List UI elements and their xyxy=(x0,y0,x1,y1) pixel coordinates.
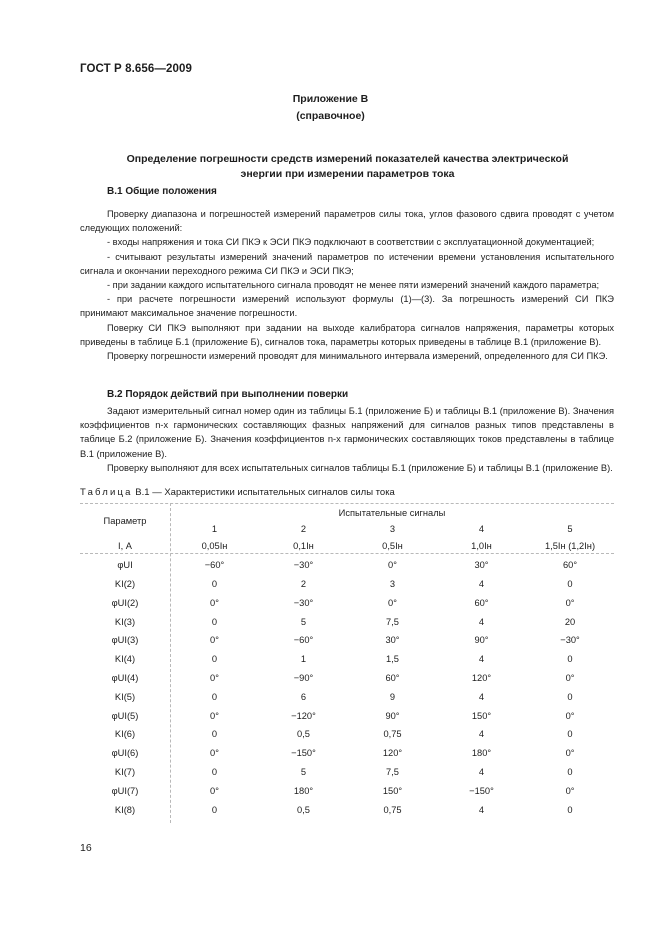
value-cell: 0,5Iн xyxy=(382,541,403,552)
value-cell: 180° xyxy=(471,748,492,759)
value-cell: 2 xyxy=(300,578,307,589)
value-cell: 0° xyxy=(210,672,219,683)
value-cell: 0° xyxy=(210,785,219,796)
value-cell: 0 xyxy=(567,729,573,740)
section-2-heading: В.2 Порядок действий при выполнении поверки xyxy=(107,389,349,400)
value-cell: 0 xyxy=(211,804,218,815)
section-2-body xyxy=(80,404,614,475)
value-cell: 0 xyxy=(567,654,573,665)
annex-subtitle: (справочное) xyxy=(296,110,365,122)
value-cell: −150° xyxy=(469,785,494,796)
value-cell: 4 xyxy=(478,616,485,627)
paragraph: - входы напряжения и тока СИ ПКЭ к ЭСИ ПКЭ подключают в соответствии с эксплуатационной документацией; xyxy=(107,237,595,248)
value-cell: 0 xyxy=(211,654,218,665)
value-cell: 0° xyxy=(565,672,575,683)
signals-column-header: Испытательные сигналы xyxy=(338,508,446,518)
value-cell: −150° xyxy=(291,748,316,759)
value-cell: 6 xyxy=(300,691,307,702)
value-cell: 4 xyxy=(478,691,485,702)
value-cell: 0 xyxy=(211,616,218,627)
table-row xyxy=(80,781,614,800)
table-caption-text: В.1 — Характеристики испытательных сигналов силы тока xyxy=(132,487,395,498)
param-cell: I, А xyxy=(118,541,132,552)
value-cell: 0,5 xyxy=(297,804,310,815)
table-row xyxy=(80,706,614,725)
table-row xyxy=(80,650,614,669)
annex-title: Приложение В xyxy=(292,93,369,105)
value-cell: 0° xyxy=(388,597,397,608)
value-cell: 0 xyxy=(211,729,218,740)
test-signals-table xyxy=(80,505,614,819)
param-cell: φUI(7) xyxy=(111,785,139,796)
value-cell: 7,5 xyxy=(386,766,399,777)
param-cell: φUI(5) xyxy=(111,710,139,721)
value-cell: 4 xyxy=(478,804,485,815)
value-cell: 90° xyxy=(474,635,489,646)
value-cell: 4 xyxy=(478,729,485,740)
signal-number: 4 xyxy=(478,524,485,534)
value-cell: 0 xyxy=(211,578,218,589)
param-cell: φUI(3) xyxy=(111,635,139,646)
value-cell: 30° xyxy=(385,635,400,646)
section-1-heading: В.1 Общие положения xyxy=(107,186,217,197)
value-cell: 5 xyxy=(300,616,307,627)
value-cell: −60° xyxy=(204,560,225,571)
value-cell: 4 xyxy=(478,578,485,589)
param-cell: KI(5) xyxy=(114,691,136,702)
table-row xyxy=(80,725,614,744)
value-cell: −120° xyxy=(291,710,316,721)
signal-number: 5 xyxy=(567,524,573,534)
value-cell: 0° xyxy=(565,597,575,608)
value-cell: 4 xyxy=(478,766,485,777)
table-row xyxy=(80,537,614,556)
document-title: Определение погрешности средств измерений показателей качества электрической энергии при измерении параметров тока xyxy=(126,153,569,180)
value-cell: 5 xyxy=(300,766,307,777)
paragraph: Проверку диапазона и погрешностей измерений параметров силы тока, углов фазового сдвига проводят с учетом следующих положений: xyxy=(80,209,614,234)
section-1-body xyxy=(80,207,614,363)
param-cell: φUI(6) xyxy=(111,748,139,759)
param-cell: φUI(4) xyxy=(111,672,139,683)
value-cell: 0° xyxy=(210,710,219,721)
value-cell: 0° xyxy=(210,597,219,608)
param-column-header: Параметр xyxy=(103,516,147,526)
table-caption xyxy=(80,487,395,498)
value-cell: −90° xyxy=(293,672,314,683)
param-cell: KI(8) xyxy=(114,804,136,815)
param-cell: KI(4) xyxy=(114,654,136,665)
value-cell: 1 xyxy=(300,654,307,665)
value-cell: 3 xyxy=(389,578,396,589)
table-body xyxy=(80,537,614,819)
standard-header: ГОСТ Р 8.656—2009 xyxy=(80,63,192,75)
value-cell: 0° xyxy=(565,748,575,759)
value-cell: 4 xyxy=(478,654,485,665)
value-cell: 9 xyxy=(389,691,396,702)
paragraph: Задают измерительный сигнал номер один из таблицы Б.1 (приложение Б) и таблицы В.1 (приложение В). Значения коэффициентов n-x гармонических составляющих фазных напряжений для сигналов разных типов представлены в таблице Б.2 (приложение Б). Значения коэффициентов n-x гармонических составляющих токов представлены в таблице В.1 (приложение В). xyxy=(80,406,614,459)
paragraph: Поверку СИ ПКЭ выполняют при задании на выходе калибратора сигналов напряжения, параметры которых приведены в таблице Б.1 (приложение Б), сигналов тока, параметры которых приведены в таблице В.1 (приложение В). xyxy=(80,322,614,347)
param-cell: KI(6) xyxy=(114,729,136,740)
value-cell: 30° xyxy=(474,560,489,571)
value-cell: 1,5Iн (1,2Iн) xyxy=(544,541,596,552)
param-cell: KI(2) xyxy=(114,578,136,589)
table-row xyxy=(80,763,614,782)
value-cell: 20 xyxy=(564,616,576,627)
value-cell: 0° xyxy=(565,785,575,796)
value-cell: 180° xyxy=(293,785,314,796)
value-cell: 120° xyxy=(382,748,403,759)
value-cell: 120° xyxy=(471,672,492,683)
value-cell: 0,05Iн xyxy=(201,541,228,552)
value-cell: 0,5 xyxy=(297,729,310,740)
table-row xyxy=(80,687,614,706)
table-row xyxy=(80,556,614,575)
value-cell: 0 xyxy=(567,804,573,815)
value-cell: 0° xyxy=(210,635,219,646)
value-cell: 0,75 xyxy=(383,729,402,740)
value-cell: 90° xyxy=(385,710,400,721)
value-cell: 150° xyxy=(471,710,492,721)
value-cell: 0 xyxy=(567,691,573,702)
value-cell: −30° xyxy=(560,635,580,646)
param-cell: φUI xyxy=(117,560,133,571)
value-cell: 0° xyxy=(565,710,575,721)
signal-number: 2 xyxy=(300,524,307,534)
value-cell: 0 xyxy=(211,691,218,702)
param-cell: KI(7) xyxy=(114,766,136,777)
value-cell: 7,5 xyxy=(386,616,399,627)
value-cell: 0 xyxy=(567,578,573,589)
value-cell: 0 xyxy=(211,766,218,777)
value-cell: 60° xyxy=(562,560,578,571)
value-cell: 1,5 xyxy=(386,654,399,665)
paragraph: - считывают результаты измерений значений параметров по истечении времени установления испытательного сигнала и окончании переходного режима СИ ПКЭ и ЭСИ ПКЭ; xyxy=(80,251,614,276)
paragraph: Проверку погрешности измерений проводят для минимального интервала измерений, определенного для СИ ПКЭ. xyxy=(107,351,608,362)
table-row xyxy=(80,669,614,688)
value-cell: 0° xyxy=(210,748,219,759)
table-top-rule xyxy=(80,503,614,504)
paragraph: - при задании каждого испытательного сигнала проводят не менее пяти измерений значений каждого параметра; xyxy=(107,280,600,291)
value-cell: 0° xyxy=(388,560,397,571)
paragraph: - при расчете погрешности измерений используют формулы (1)—(3). За погрешность измерений СИ ПКЭ принимают максимальное значение погрешности. xyxy=(80,294,614,319)
signal-number: 3 xyxy=(389,524,396,534)
table-row xyxy=(80,800,614,819)
table-row xyxy=(80,612,614,631)
value-cell: −30° xyxy=(293,560,314,571)
value-cell: −30° xyxy=(293,597,314,608)
table-row xyxy=(80,744,614,763)
param-cell: KI(3) xyxy=(114,616,136,627)
table-row xyxy=(80,631,614,650)
value-cell: 1,0Iн xyxy=(471,541,492,552)
value-cell: 0,75 xyxy=(383,804,402,815)
signal-number: 1 xyxy=(211,524,218,534)
value-cell: −60° xyxy=(293,635,314,646)
page-number: 16 xyxy=(80,842,92,854)
table-row xyxy=(80,593,614,612)
value-cell: 60° xyxy=(385,672,400,683)
value-cell: 150° xyxy=(382,785,403,796)
value-cell: 0,1Iн xyxy=(293,541,314,552)
param-cell: φUI(2) xyxy=(111,597,139,608)
value-cell: 60° xyxy=(474,597,489,608)
value-cell: 0 xyxy=(567,766,573,777)
table-row xyxy=(80,575,614,594)
table-caption-prefix: Таблица xyxy=(80,487,133,498)
paragraph: Проверку выполняют для всех испытательных сигналов таблицы Б.1 (приложение Б) и таблицы В.1 (приложение В). xyxy=(107,462,613,473)
